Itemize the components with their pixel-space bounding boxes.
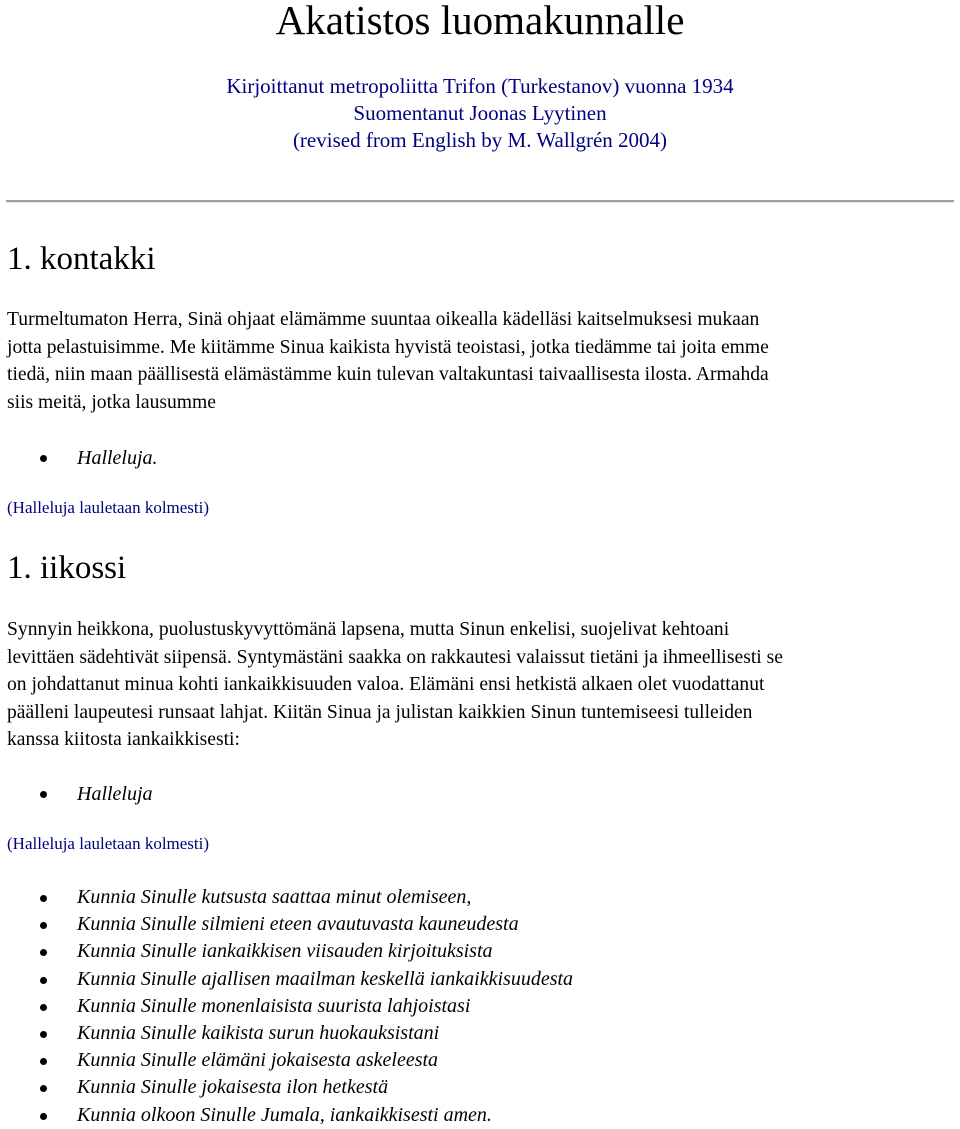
paragraph-line: Synnyin heikkona, puolustuskyvyttömänä lapsena, mutta Sinun enkelisi, suojelivat kehtoani <box>7 619 730 640</box>
praise-text: Kunnia Sinulle kutsusta saattaa minut olemiseen, <box>77 886 472 908</box>
praise-text: Kunnia olkoon Sinulle Jumala, iankaikkisesti amen. <box>77 1103 492 1126</box>
list-item <box>0 1047 573 1074</box>
list-item <box>0 1020 573 1047</box>
paragraph-line: on johdattanut minua kohti iankaikkisuuden valoa. Elämäni ensi hetkistä alkaen olet vuodattanut <box>7 674 765 695</box>
bullet-icon <box>40 1004 47 1011</box>
bullet-icon <box>40 1113 47 1120</box>
bullet-icon <box>40 922 47 929</box>
byline-author: Kirjoittanut metropoliitta Trifon (Turkestanov) vuonna 1934 <box>226 74 734 98</box>
paragraph-line: Turmeltumaton Herra, Sinä ohjaat elämämme suuntaa oikealla kädelläsi kaitselmuksesi mukaan <box>7 309 760 330</box>
list-item <box>0 443 158 473</box>
bullet-icon <box>40 949 47 956</box>
refrain-text: Halleluja <box>77 783 153 805</box>
horizontal-rule <box>6 200 954 203</box>
iikossi-paragraph <box>7 616 957 754</box>
bullet-icon <box>40 455 47 462</box>
kontakki-heading: 1. kontakki <box>7 241 156 277</box>
paragraph-line: levittäen sädehtivät siipensä. Syntymästäni saakka on rakkautesi valaissut tietäni ja ihmeellisesti se <box>7 646 783 668</box>
iikossi-heading: 1. iikossi <box>7 550 127 586</box>
list-item <box>0 884 573 911</box>
byline-translator: Suomentanut Joonas Lyytinen <box>353 101 607 125</box>
bullet-icon <box>40 895 47 902</box>
bullet-icon <box>40 977 47 984</box>
bullet-icon <box>40 1085 47 1092</box>
byline <box>0 73 960 154</box>
list-item <box>0 911 573 938</box>
refrain-text: Halleluja. <box>77 447 158 469</box>
praise-text: Kunnia Sinulle ajallisen maailman keskellä iankaikkisuudesta <box>77 967 574 990</box>
list-item <box>0 966 573 993</box>
list-item <box>0 938 573 965</box>
page-title: Akatistos luomakunnalle <box>275 0 685 43</box>
bullet-icon <box>40 1031 47 1038</box>
paragraph-line: päälleni laupeutesi runsaat lahjat. Kiitän Sinua ja julistan kaikkien Sinun tuntemiseesi tulleiden <box>7 701 753 723</box>
kontakki-refrain-list <box>0 443 158 473</box>
iikossi-note: (Halleluja lauletaan kolmesti) <box>7 834 210 853</box>
paragraph-line: kanssa kiitosta iankaikkisesti: <box>7 729 240 750</box>
praise-text: Kunnia Sinulle kaikista surun huokauksistani <box>77 1022 440 1045</box>
praise-text: Kunnia Sinulle iankaikkisen viisauden kirjoituksista <box>77 940 493 963</box>
list-item <box>0 993 573 1020</box>
bullet-icon <box>40 791 47 798</box>
praise-text: Kunnia Sinulle jokaisesta ilon hetkestä <box>77 1076 389 1099</box>
list-item <box>0 1074 573 1101</box>
paragraph-line: tiedä, niin maan päällisestä elämästämme kuin tulevan valtakuntasi taivaallisesta ilosta. Armahda <box>7 364 769 385</box>
list-item <box>0 779 153 809</box>
praise-text: Kunnia Sinulle monenlaisista suurista lahjoistasi <box>77 994 471 1017</box>
kontakki-paragraph <box>7 306 957 416</box>
praise-text: Kunnia Sinulle elämäni jokaisesta askeleesta <box>77 1049 439 1072</box>
praise-list <box>0 884 573 1129</box>
kontakki-note: (Halleluja lauletaan kolmesti) <box>7 498 210 517</box>
bullet-icon <box>40 1058 47 1065</box>
byline-revision: (revised from English by M. Wallgrén 2004) <box>292 128 668 152</box>
paragraph-line: siis meitä, jotka lausumme <box>7 391 216 413</box>
list-item <box>0 1102 573 1129</box>
iikossi-refrain-list <box>0 779 153 809</box>
paragraph-line: jotta pelastuisimme. Me kiitämme Sinua kaikista hyvistä teoistasi, jotka tiedämme tai joita emme <box>7 336 769 358</box>
praise-text: Kunnia Sinulle silmieni eteen avautuvasta kauneudesta <box>77 913 519 936</box>
